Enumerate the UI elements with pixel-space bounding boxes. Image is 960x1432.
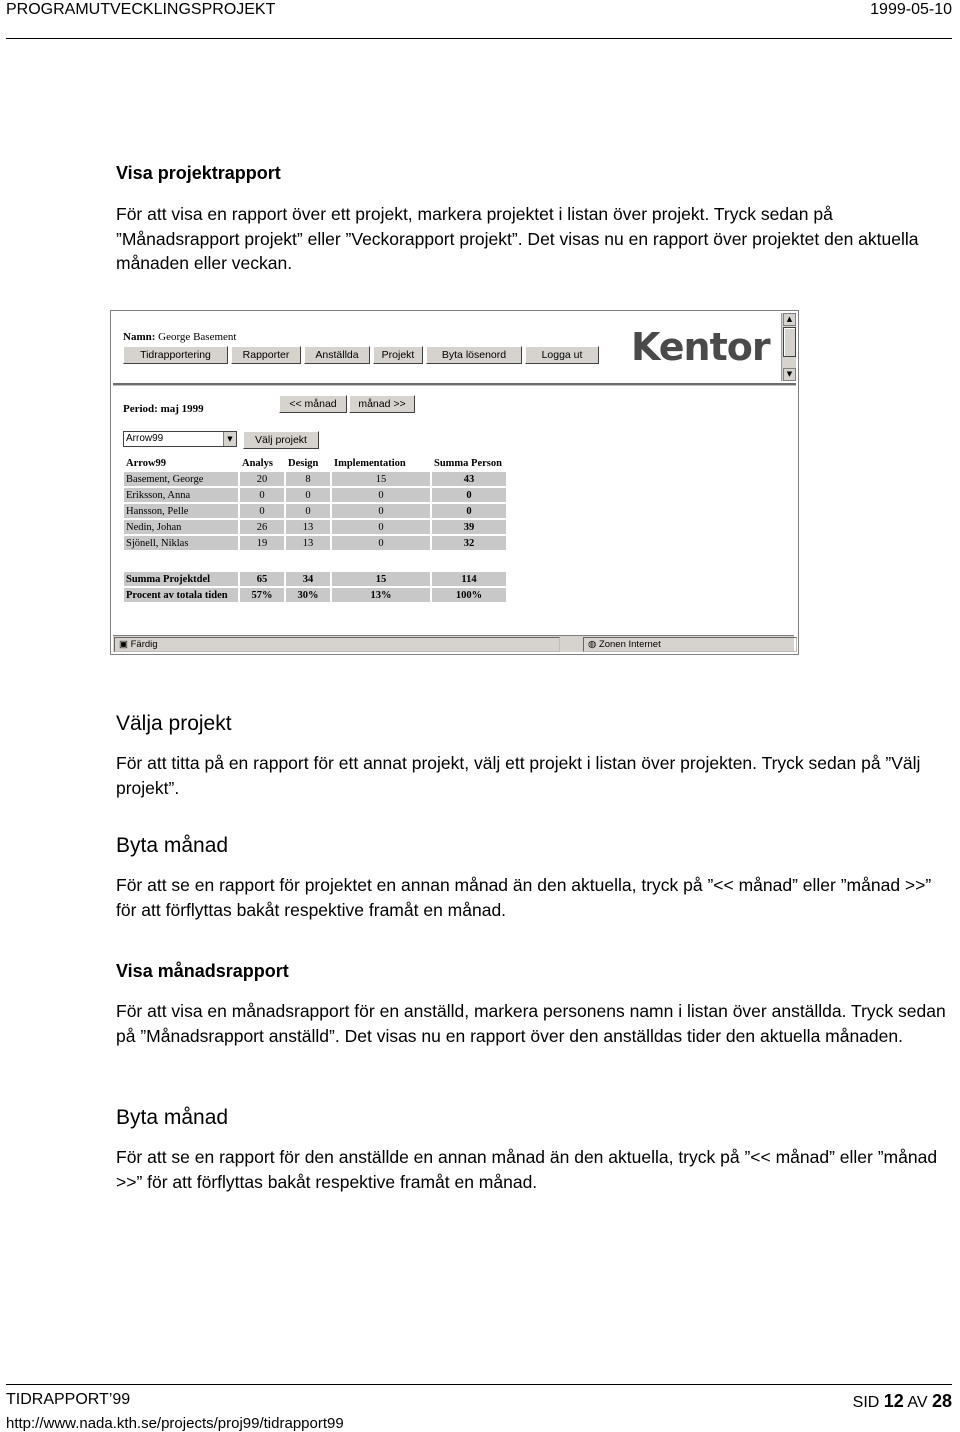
scroll-up-icon[interactable]: ▲ xyxy=(783,313,796,326)
table-cell: 0 xyxy=(332,536,430,550)
nav-button-tidrapportering[interactable]: Tidrapportering xyxy=(123,346,228,364)
table-cell: 57% xyxy=(240,588,284,602)
table-row xyxy=(124,504,506,518)
name-label: Namn: George Basement xyxy=(123,331,237,343)
section-title-valja-projekt: Välja projekt xyxy=(116,712,232,735)
table-cell: 0 xyxy=(332,520,430,534)
section-text-visa-manadsrapport: För att visa en månadsrapport för en anställd, markera personens namn i listan över anställda. Tryck sedan på ”Månadsrapport anställd”. Det visas nu en rapport över den anställdas tider den aktuella månaden. xyxy=(116,1001,946,1046)
table-cell: 13% xyxy=(332,588,430,602)
table-row xyxy=(124,488,506,502)
section-text-visa-projektrapport: För att visa en rapport över ett projekt, markera projektet i listan över projekt. Tryck sedan på ”Månadsrapport projekt” eller ”Veckorapport projekt”. Det visas nu en rapport över projektet den aktuella månaden eller veckan. xyxy=(116,204,919,273)
column-header: Summa Person xyxy=(434,457,502,469)
section-title-visa-manadsrapport: Visa månadsrapport xyxy=(116,961,289,981)
project-report-table xyxy=(122,454,508,604)
nav-button-projekt[interactable]: Projekt xyxy=(373,346,423,364)
table-cell: 0 xyxy=(332,504,430,518)
footer-url[interactable]: http://www.nada.kth.se/projects/proj99/tidrapport99 xyxy=(6,1415,344,1432)
table-cell: 100% xyxy=(432,588,506,602)
table-row xyxy=(124,520,506,534)
table-cell: 15 xyxy=(332,472,430,486)
column-header: Design xyxy=(288,457,319,469)
kentor-logo: Kentor xyxy=(631,325,770,369)
next-month-button[interactable]: månad >> xyxy=(349,395,415,413)
browser-screenshot xyxy=(110,310,799,655)
nav-button-rapporter[interactable]: Rapporter xyxy=(231,346,301,364)
table-cell: 0 xyxy=(286,504,330,518)
table-row xyxy=(124,536,506,550)
globe-icon: ◍ xyxy=(588,639,597,650)
table-cell: 0 xyxy=(240,504,284,518)
scrollbar[interactable] xyxy=(781,313,796,381)
nav-button-anstallda[interactable]: Anställda xyxy=(304,346,370,364)
table-cell: 65 xyxy=(240,572,284,586)
project-select[interactable] xyxy=(123,431,237,447)
table-cell: 0 xyxy=(432,488,506,502)
page-icon: ▣ xyxy=(119,639,128,650)
choose-project-button[interactable]: Välj projekt xyxy=(243,431,319,449)
page-footer xyxy=(6,1384,952,1432)
table-cell: Hansson, Pelle xyxy=(124,504,238,518)
section-title-byta-manad-2: Byta månad xyxy=(116,1106,229,1129)
table-cell: Procent av totala tiden xyxy=(124,588,238,602)
table-cell: 34 xyxy=(286,572,330,586)
table-cell: 32 xyxy=(432,536,506,550)
section-text-byta-manad-2: För att se en rapport för den anställde en annan månad än den aktuella, tryck på ”<< månad” eller ”månad >>” för att förflyttas bakåt respektive framåt en månad. xyxy=(116,1147,938,1192)
scroll-thumb[interactable] xyxy=(783,327,796,357)
column-header: Analys xyxy=(242,457,273,469)
table-cell: 13 xyxy=(286,536,330,550)
section-text-byta-manad: För att se en rapport för projektet en annan månad än den aktuella, tryck på ”<< månad” eller ”månad >>” för att förflyttas bakåt respektive framåt en månad. xyxy=(116,875,932,920)
page-number: SID 12 AV 28 xyxy=(852,1391,952,1411)
header-title: PROGRAMUTVECKLINGSPROJEKT xyxy=(6,1,276,18)
scroll-down-icon[interactable]: ▼ xyxy=(783,368,796,381)
table-cell: Nedin, Johan xyxy=(124,520,238,534)
column-header: Implementation xyxy=(334,457,406,469)
nav-button-byta-losenord[interactable]: Byta lösenord xyxy=(426,346,522,364)
table-cell: 30% xyxy=(286,588,330,602)
section-title-byta-manad: Byta månad xyxy=(116,834,229,857)
table-cell: 0 xyxy=(286,488,330,502)
column-header: Arrow99 xyxy=(126,457,167,469)
status-bar xyxy=(113,635,794,652)
table-cell: 0 xyxy=(432,504,506,518)
header-date: 1999-05-10 xyxy=(870,1,952,18)
table-cell: 43 xyxy=(432,472,506,486)
page-header xyxy=(6,0,952,39)
table-spacer-row xyxy=(124,552,506,570)
table-cell: 8 xyxy=(286,472,330,486)
nav-button-logga-ut[interactable]: Logga ut xyxy=(525,346,599,364)
table-cell: 13 xyxy=(286,520,330,534)
table-header-row xyxy=(124,456,506,470)
table-cell: Eriksson, Anna xyxy=(124,488,238,502)
top-frame xyxy=(113,313,796,386)
table-cell: Sjönell, Niklas xyxy=(124,536,238,550)
project-select-value: Arrow99 xyxy=(126,433,164,444)
section-text-valja-projekt: För att titta på en rapport för ett annat projekt, välj ett projekt i listan över projekten. Tryck sedan på ”Välj projekt”. xyxy=(116,753,921,798)
chevron-down-icon[interactable]: ▼ xyxy=(223,432,236,446)
period-label: Period: maj 1999 xyxy=(123,403,204,415)
table-cell: 26 xyxy=(240,520,284,534)
table-cell: 20 xyxy=(240,472,284,486)
status-left: ▣ Färdig xyxy=(114,637,560,652)
status-right: ◍ Zonen Internet xyxy=(583,637,797,652)
table-cell: 15 xyxy=(332,572,430,586)
table-cell: 0 xyxy=(240,488,284,502)
section-title-visa-projektrapport: Visa projektrapport xyxy=(116,163,281,183)
table-cell: Basement, George xyxy=(124,472,238,486)
table-cell: Summa Projektdel xyxy=(124,572,238,586)
table-sum-row xyxy=(124,572,506,586)
table-cell: 19 xyxy=(240,536,284,550)
table-percent-row xyxy=(124,588,506,602)
prev-month-button[interactable]: << månad xyxy=(279,395,347,413)
table-cell: 39 xyxy=(432,520,506,534)
table-cell: 0 xyxy=(332,488,430,502)
footer-title: TIDRAPPORT’99 xyxy=(6,1391,131,1408)
table-cell: 114 xyxy=(432,572,506,586)
table-row xyxy=(124,472,506,486)
